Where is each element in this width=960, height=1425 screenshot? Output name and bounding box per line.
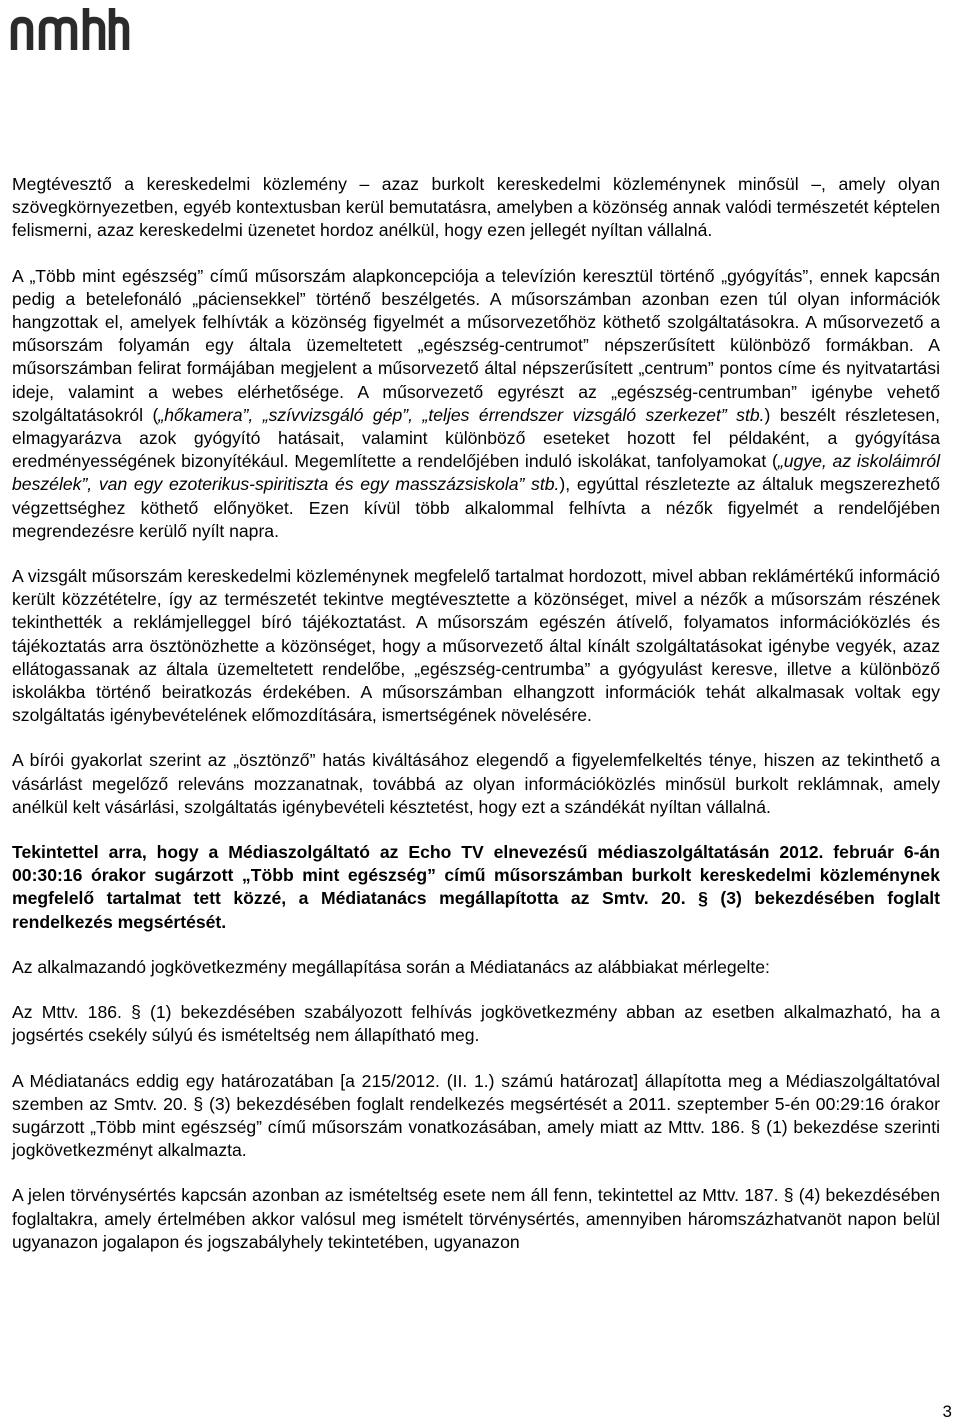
page-number: 3 xyxy=(942,1402,952,1421)
document-body xyxy=(12,173,940,1276)
paragraph-misleading-definition: Megtévesztő a kereskedelmi közlemény – azaz burkolt kereskedelmi közleménynek minősül –, amely olyan szövegkörnyezetben, egyéb kontextusban kerül bemutatásra, amelyben a közönség annak valódi természetét képtelen felismerni, azaz kereskedelmi üzenetet hordoz anélkül, hogy ezen jellegét nyíltan vállalná. xyxy=(12,174,940,241)
paragraph-judicial-practice: A bírói gyakorlat szerint az „ösztönző” hatás kiváltásához elegendő a figyelemfelkeltés ténye, hiszen az tekinthető a vásárlást megelőző releváns mozzanatnak, továbbá az olyan információközlés minősül burkolt reklámnak, amely anélkül kelt vásárlási, szolgáltatás igénybevételi késztetést, hogy ezt a szándékát nyíltan vállalná. xyxy=(12,750,940,817)
paragraph-commercial-content: A vizsgált műsorszám kereskedelmi közleménynek megfelelő tartalmat hordozott, mivel abban reklámértékű információ került közzétételre, így az természetét tekintve megtévesztette a közönséget, mivel a nézők a műsorszám részének tekinthették a reklámjelleggel bíró tájékoztatást. A műsorszám egészén átívelő, folyamatos információközlés és tájékoztatás arra ösztönözhette a közönséget, hogy a műsorvezető által kínált szolgáltatásokat igénybe vegyék, azaz ellátogassanak az általa üzemeltetett rendelőbe, „egészség-centrumba” a gyógyulást keresve, illetve a különböző iskolákba történő beiratkozás érdekében. A műsorszámban elhangzott információk tehát alkalmasak voltak egy szolgáltatás igénybevételének előmozdítására, ismertségének növelésére. xyxy=(12,566,940,726)
paragraph-repetition: A jelen törvénysértés kapcsán azonban az ismételtség esete nem áll fenn, tekintettel az Mttv. 187. § (4) bekezdésében foglaltakra, amely értelmében akkor valósul meg ismételt törvénysértés, amennyiben háromszázhatvanöt napon belül ugyanazon jogalapon és jogszabályhely tekintetében, ugyanazon xyxy=(12,1185,940,1252)
paragraph-program-text-1: A „Több mint egészség” című műsorszám alapkoncepciója a televízión keresztül történő „gyógyítás”, ennek kapcsán pedig a betelefonáló „páciensekkel” történő beszélgetés. A műsorszámban azonban ezen túl olyan információk hangzottak el, amelyek felhívták a közönség figyelmét a műsorvezetőhöz köthető szolgáltatásokra. A műsorvezető a műsorszám folyamán egy általa üzemeltetett „egészség-centrumot” népszerűsített különböző formákban. A műsorszámban felirat formájában megjelent a műsorvezető által népszerűsített „centrum” pontos címe és nyitvatartási ideje, valamint a webes elérhetősége. A műsorvezető egyrészt az „egészség-centrumban” igénybe vehető szolgáltatásokról ( xyxy=(12,265,940,425)
paragraph-mttv-186: Az Mttv. 186. § (1) bekezdésében szabályozott felhívás jogkövetkezmény abban az esetben alkalmazható, ha a jogsértés csekély súlyú és ismételtség nem állapítható meg. xyxy=(12,1002,940,1046)
paragraph-program-text-3: ), egyúttal részletezte az általuk megszerezhető végzettséghez köthető előnyöket. Ezen kívül több alkalommal felhívta a nézők figyelmét a rendelőjében megrendezésre kerülő nyílt napra. xyxy=(12,474,941,541)
quoted-schools: „ugye, az iskoláimról beszélek”, van egy ezoterikus-spiritiszta és egy masszázsiskola” stb. xyxy=(12,451,940,495)
paragraph-program-text-2: ) beszélt részletesen, elmagyarázva azok gyógyító hatásait, valamint különböző eseteket hozott fel példaként, a gyógyítása eredményességének bizonyítékául. Megemlítette a rendelőjében induló iskolákat, tanfolyamokat ( xyxy=(12,404,940,472)
paragraph-finding: Tekintettel arra, hogy a Médiaszolgáltató az Echo TV elnevezésű médiaszolgáltatásán 2012. február 6-án 00:30:16 órakor sugárzott „Több mint egészség” című műsorszámban burkolt kereskedelmi közleménynek megfelelő tartalmat tett közzé, a Médiatanács megállapította az Smtv. 20. § (3) bekezdésében foglalt rendelkezés megsértését. xyxy=(12,842,940,932)
paragraph-prior-decision: A Médiatanács eddig egy határozatában [a 215/2012. (II. 1.) számú határozat] állapította meg a Médiaszolgáltatóval szemben az Smtv. 20. § (3) bekezdésében foglalt rendelkezés megsértését a 2011. szeptember 5-én 00:29:16 órakor sugárzott „Több mint egészség” című műsorszám vonatkozásában, amely miatt az Mttv. 186. § (1) bekezdése szerinti jogkövetkezményt alkalmazta. xyxy=(12,1070,940,1161)
paragraph-consequence-intro: Az alkalmazandó jogkövetkezmény megállapítása során a Médiatanács az alábbiakat mérlegelte: xyxy=(12,956,770,977)
paragraph-program-description xyxy=(12,265,940,543)
quoted-devices: „hőkamera”, „szívvizsgáló gép”, „teljes érrendszer vizsgáló szerkezet” stb. xyxy=(158,404,765,425)
nmhh-logo xyxy=(8,4,132,52)
